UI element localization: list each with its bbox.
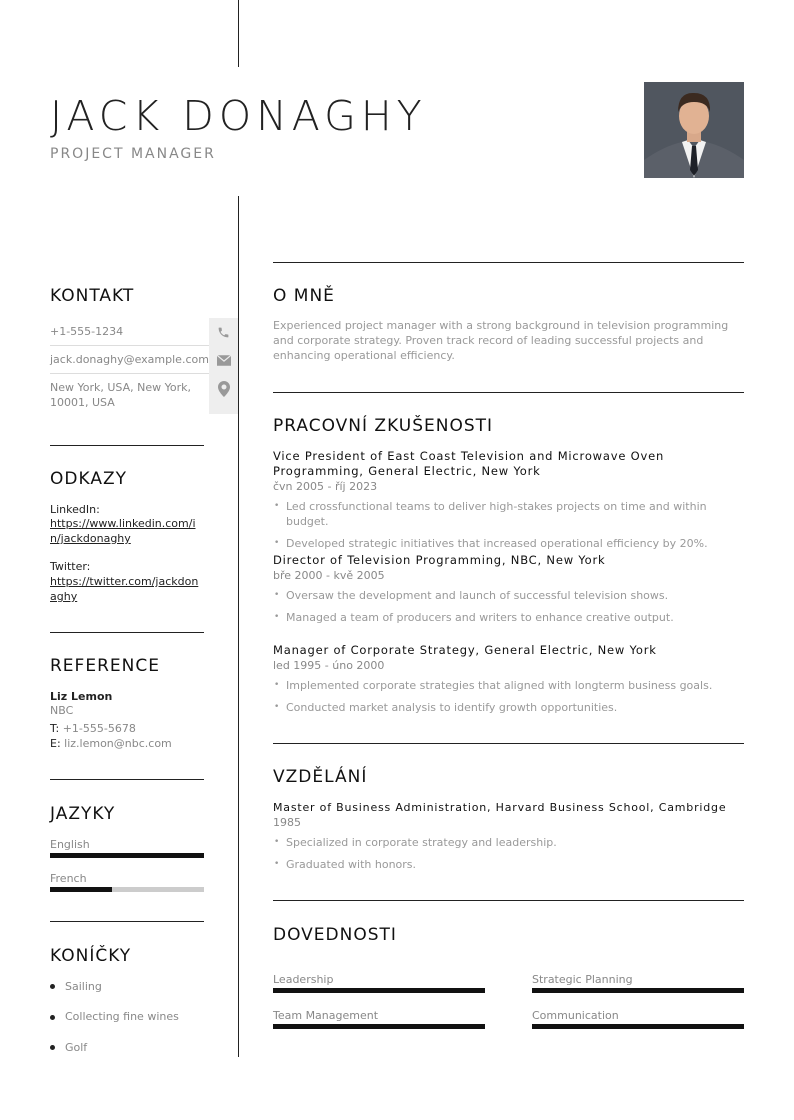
skill-level-fill bbox=[532, 1024, 744, 1029]
reference-section-title: REFERENCE bbox=[50, 656, 160, 676]
links-section-title: ODKAZY bbox=[50, 469, 127, 489]
language-name: English bbox=[50, 838, 90, 851]
skill-level-fill bbox=[532, 988, 744, 993]
mail-icon bbox=[209, 346, 238, 374]
candidate-name: JACK DONAGHY bbox=[50, 92, 427, 140]
job-title: Director of Television Programming, NBC, New York bbox=[273, 553, 606, 567]
education-year: 1985 bbox=[273, 816, 301, 829]
language-level-fill bbox=[50, 853, 204, 858]
reference-name: Liz Lemon bbox=[50, 690, 113, 703]
language-name: French bbox=[50, 872, 87, 885]
education-degree: Master of Business Administration, Harvard Business School, Cambridge bbox=[273, 801, 727, 814]
hobbies-section-title: KONÍČKY bbox=[50, 946, 132, 966]
job-dates: bře 2000 - kvě 2005 bbox=[273, 569, 385, 582]
language-level-bar bbox=[50, 887, 204, 892]
job-entry bbox=[273, 449, 744, 551]
reference-phone[interactable]: +1-555-5678 bbox=[62, 722, 136, 735]
reference-email[interactable]: liz.lemon@nbc.com bbox=[64, 737, 172, 750]
phone-icon bbox=[209, 318, 238, 346]
skill-level-bar bbox=[273, 988, 485, 993]
contact-section-title: KONTAKT bbox=[50, 286, 135, 306]
reference-company: NBC bbox=[50, 704, 74, 717]
job-bullet: • Oversaw the development and launch of successful television shows. bbox=[273, 588, 744, 603]
hobby-item: Golf bbox=[65, 1041, 88, 1054]
left-divider-1 bbox=[50, 445, 204, 446]
candidate-role: PROJECT MANAGER bbox=[50, 146, 216, 162]
languages-section-title: JAZYKY bbox=[50, 804, 116, 824]
education-bullet: • Specialized in corporate strategy and leadership. bbox=[273, 835, 744, 850]
skill-level-bar bbox=[273, 1024, 485, 1029]
right-divider-skills bbox=[273, 900, 744, 901]
reference-email-line bbox=[50, 736, 204, 751]
job-bullet: • Conducted market analysis to identify growth opportunities. bbox=[273, 700, 744, 715]
skill-name: Team Management bbox=[273, 1009, 379, 1022]
skill-level-fill bbox=[273, 1024, 485, 1029]
skill-level-bar bbox=[532, 1024, 744, 1029]
reference-email-label: E: bbox=[50, 737, 61, 750]
linkedin-label: LinkedIn: bbox=[50, 503, 100, 516]
left-divider-4 bbox=[50, 921, 204, 922]
job-entry bbox=[273, 643, 744, 715]
right-divider-about bbox=[273, 262, 744, 263]
contact-phone[interactable]: +1-555-1234 bbox=[50, 325, 124, 338]
language-level-fill bbox=[50, 887, 112, 892]
job-dates: čvn 2005 - říj 2023 bbox=[273, 480, 378, 493]
job-bullet: • Developed strategic initiatives that increased operational efficiency by 20%. bbox=[273, 536, 744, 551]
right-divider-education bbox=[273, 743, 744, 744]
right-divider-experience bbox=[273, 392, 744, 393]
column-vertical-divider bbox=[238, 196, 239, 1057]
about-text: Experienced project manager with a strong background in television programming and corporate strategy. Proven track record of leading successful projects and enhancing operational efficiency. bbox=[273, 319, 729, 362]
left-divider-3 bbox=[50, 779, 204, 780]
skill-level-bar bbox=[532, 988, 744, 993]
skill-name: Leadership bbox=[273, 973, 334, 986]
experience-section-title: PRACOVNÍ ZKUŠENOSTI bbox=[273, 416, 494, 436]
education-section-title: VZDĚLÁNÍ bbox=[273, 767, 368, 787]
job-dates: led 1995 - úno 2000 bbox=[273, 659, 385, 672]
job-title: Vice President of East Coast Television and Microwave Oven Programming, General Electric, New York bbox=[273, 449, 665, 478]
skill-name: Strategic Planning bbox=[532, 973, 633, 986]
header-vertical-divider bbox=[238, 0, 239, 67]
twitter-link[interactable]: https://twitter.com/jackdonaghy bbox=[50, 575, 199, 603]
twitter-label: Twitter: bbox=[50, 560, 91, 573]
linkedin-link[interactable]: https://www.linkedin.com/in/jackdonaghy bbox=[50, 517, 196, 545]
language-level-bar bbox=[50, 853, 204, 858]
reference-phone-label: T: bbox=[50, 722, 60, 735]
hobby-bullet-icon bbox=[50, 1015, 55, 1020]
profile-photo bbox=[644, 82, 744, 178]
reference-phone-line bbox=[50, 721, 204, 736]
job-title: Manager of Corporate Strategy, General Electric, New York bbox=[273, 643, 657, 657]
contact-address: New York, USA, New York, 10001, USA bbox=[50, 381, 191, 409]
hobby-bullet-icon bbox=[50, 984, 55, 989]
skills-section-title: DOVEDNOSTI bbox=[273, 925, 397, 945]
left-divider-2 bbox=[50, 632, 204, 633]
skill-level-fill bbox=[273, 988, 485, 993]
education-bullet: • Graduated with honors. bbox=[273, 857, 744, 872]
location-pin-icon bbox=[209, 374, 238, 414]
hobby-item: Collecting fine wines bbox=[65, 1010, 179, 1023]
education-entry bbox=[273, 800, 744, 872]
hobby-item: Sailing bbox=[65, 980, 102, 993]
skill-name: Communication bbox=[532, 1009, 619, 1022]
job-bullet: • Implemented corporate strategies that aligned with longterm business goals. bbox=[273, 678, 744, 693]
job-bullet: • Managed a team of producers and writers to enhance creative output. bbox=[273, 610, 744, 625]
contact-email[interactable]: jack.donaghy@example.com bbox=[50, 353, 209, 366]
job-bullet: • Led crossfunctional teams to deliver high-stakes projects on time and within budget. bbox=[273, 499, 744, 529]
hobby-bullet-icon bbox=[50, 1045, 55, 1050]
about-section-title: O MNĚ bbox=[273, 286, 335, 306]
job-entry bbox=[273, 553, 744, 625]
